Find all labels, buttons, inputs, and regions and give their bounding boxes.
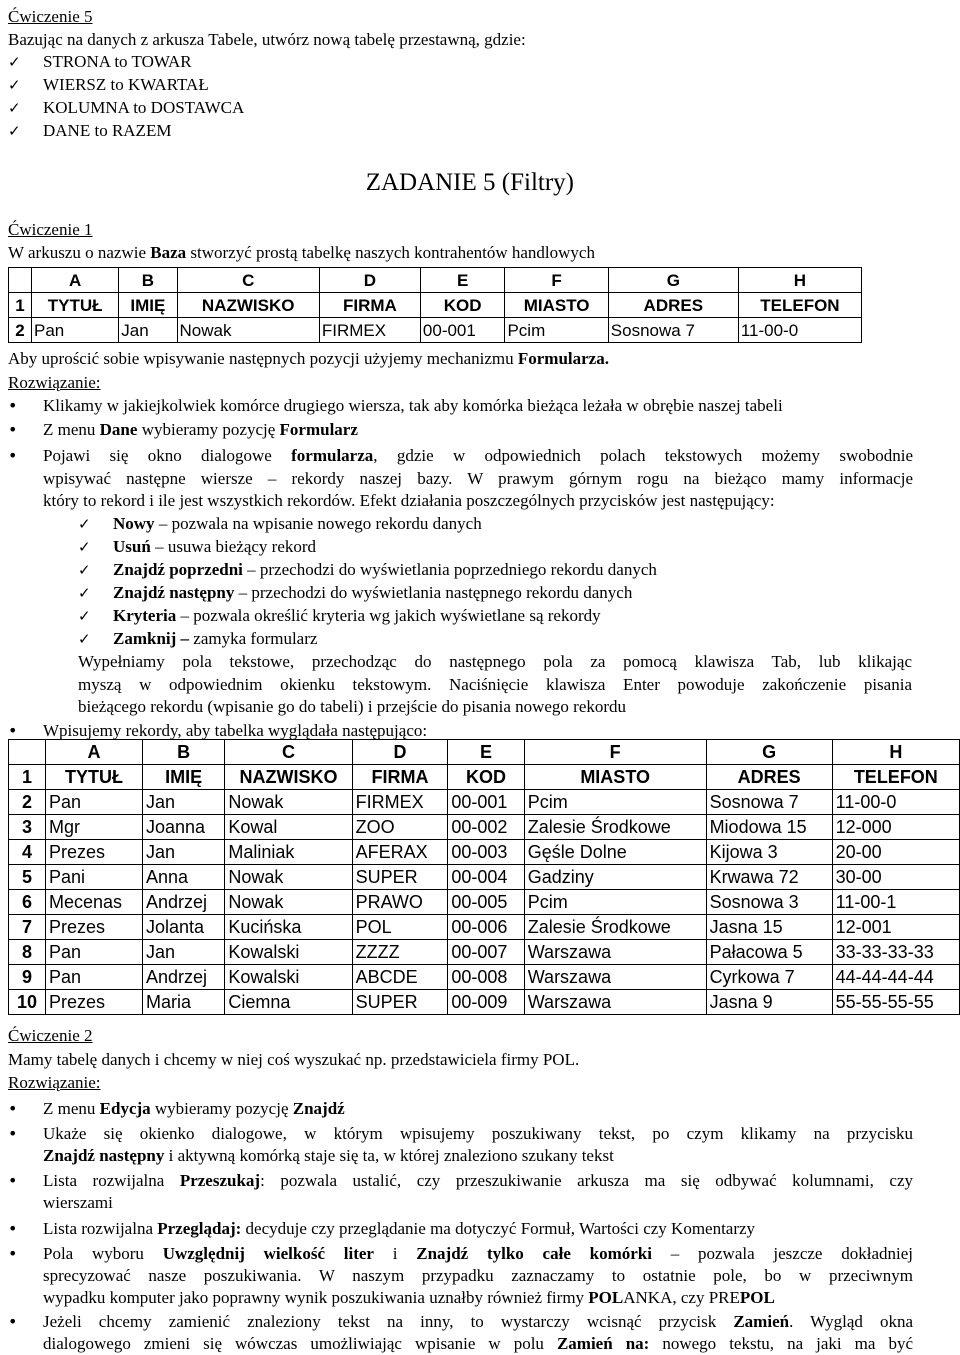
table-cell: Pan: [46, 790, 143, 815]
checklist-item: ✓ Usuń – usuwa bieżący rekord: [78, 536, 316, 558]
table-cell: TYTUŁ: [46, 765, 143, 790]
table-cell: MIASTO: [524, 765, 706, 790]
table-cell: Miodowa 15: [706, 815, 832, 840]
row-number: 1: [9, 765, 46, 790]
table-cell: 00-004: [448, 865, 524, 890]
table-cell: AFERAX: [352, 840, 448, 865]
checklist-item: ✓ WIERSZ to KWARTAŁ: [8, 74, 209, 96]
solution-label: Rozwiązanie:: [8, 1073, 101, 1092]
table-row: [9, 790, 960, 815]
table-cell: Gęśle Dolne: [524, 840, 706, 865]
bullet-item: • Ukaże się okienko dialogowe, w którym wpisujemy poszukiwany tekst, po czym klikamy na przycisku: [8, 1123, 913, 1145]
column-header: C: [225, 740, 352, 765]
table-cell: 00-001: [420, 318, 505, 343]
table-cell: Kucińska: [225, 915, 352, 940]
table-cell: SUPER: [352, 990, 448, 1015]
row-number: 7: [9, 915, 46, 940]
table-cell: 11-00-1: [832, 890, 959, 915]
table-cell: ZOO: [352, 815, 448, 840]
row-number: 4: [9, 840, 46, 865]
column-header: H: [832, 740, 959, 765]
table-cell: Nowak: [225, 790, 352, 815]
table-cell: Warszawa: [524, 940, 706, 965]
table-cell: Gadziny: [524, 865, 706, 890]
corner-cell: [9, 740, 46, 765]
paragraph-line: myszą w odpowiednim okienku tekstowym. Naciśnięcie klawisza Enter powoduje zakończenie pisania: [78, 675, 912, 694]
table-cell: Kijowa 3: [706, 840, 832, 865]
task-5-heading: ZADANIE 5 (Filtry): [365, 169, 574, 196]
table-cell: ABCDE: [352, 965, 448, 990]
table-cell: TELEFON: [738, 293, 861, 318]
table-row: [9, 940, 960, 965]
table-cell: 20-00: [832, 840, 959, 865]
table-cell: Sosnowa 3: [706, 890, 832, 915]
table-cell: Sosnowa 7: [706, 790, 832, 815]
table-cell: Ciemna: [225, 990, 352, 1015]
paragraph-line: Wypełniamy pola tekstowe, przechodząc do następnego pola za pomocą klawisza Tab, lub klikając: [78, 652, 912, 671]
row-number: 1: [9, 293, 32, 318]
checklist-item: ✓ Znajdź następny – przechodzi do wyświetlania następnego rekordu danych: [78, 582, 632, 604]
table-cell: Pałacowa 5: [706, 940, 832, 965]
table-cell: Jasna 9: [706, 990, 832, 1015]
table-cell: ADRES: [706, 765, 832, 790]
column-header: F: [524, 740, 706, 765]
row-number: 6: [9, 890, 46, 915]
table-cell: KOD: [420, 293, 505, 318]
column-header: H: [738, 268, 861, 293]
table-cell: KOD: [448, 765, 524, 790]
table-cell: Andrzej: [142, 890, 224, 915]
table-cell: Nowak: [177, 318, 319, 343]
column-header: A: [32, 268, 119, 293]
table-row: [9, 890, 960, 915]
row-number: 3: [9, 815, 46, 840]
column-header: D: [319, 268, 420, 293]
row-number: 2: [9, 318, 32, 343]
table-cell: Mecenas: [46, 890, 143, 915]
table-cell: FIRMA: [352, 765, 448, 790]
table-cell: 00-008: [448, 965, 524, 990]
table-cell: Pan: [46, 965, 143, 990]
exercise-2-title: Ćwiczenie 2: [8, 1026, 93, 1045]
column-header: G: [608, 268, 738, 293]
table-cell: Jan: [142, 790, 224, 815]
paragraph-line: dialogowego zmieni się wówczas umożliwiając wpisanie w polu Zamień na: nowego tekstu, na jaki ma być: [43, 1334, 913, 1353]
table-row: [9, 915, 960, 940]
table-cell: 55-55-55-55: [832, 990, 959, 1015]
table-cell: Zalesie Środkowe: [524, 915, 706, 940]
checklist-item: ✓ STRONA to TOWAR: [8, 51, 192, 73]
corner-cell: [9, 268, 32, 293]
exercise-5-title: Ćwiczenie 5: [8, 7, 93, 26]
checklist-item: ✓ Kryteria – pozwala określić kryteria wg jakich wyświetlane są rekordy: [78, 605, 601, 627]
column-header: E: [420, 268, 505, 293]
row-number: 2: [9, 790, 46, 815]
table-cell: Pani: [46, 865, 143, 890]
table-cell: 00-007: [448, 940, 524, 965]
table-cell: 11-00-0: [832, 790, 959, 815]
column-header-row: [9, 740, 960, 765]
table-cell: Kowalski: [225, 965, 352, 990]
table-cell: Maria: [142, 990, 224, 1015]
table-cell: 00-001: [448, 790, 524, 815]
table-cell: Nowak: [225, 890, 352, 915]
table-cell: NAZWISKO: [177, 293, 319, 318]
bullet-item: • Lista rozwijalna Przeglądaj: decyduje czy przeglądanie ma dotyczyć Formuł, Wartości czy Komentarzy: [8, 1218, 755, 1240]
column-header: A: [46, 740, 143, 765]
table-cell: TYTUŁ: [32, 293, 119, 318]
table-cell: ADRES: [608, 293, 738, 318]
table-cell: Joanna: [142, 815, 224, 840]
table-cell: Warszawa: [524, 990, 706, 1015]
contractors-table-small: [8, 267, 862, 343]
table-cell: ZZZZ: [352, 940, 448, 965]
column-header: E: [448, 740, 524, 765]
table-row: [9, 765, 960, 790]
table-row: [9, 840, 960, 865]
checklist-item: ✓ KOLUMNA to DOSTAWCA: [8, 97, 244, 119]
bullet-item: • Pola wyboru Uwzględnij wielkość liter i Znajdź tylko całe komórki – pozwala jeszcze dokładniej: [8, 1243, 913, 1265]
column-header: F: [505, 268, 608, 293]
row-number: 8: [9, 940, 46, 965]
bullet-item: • Wpisujemy rekordy, aby tabelka wyglądała następująco:: [8, 720, 427, 742]
table-cell: PRAWO: [352, 890, 448, 915]
table-cell: Prezes: [46, 915, 143, 940]
table-row: [9, 990, 960, 1015]
table-cell: Zalesie Środkowe: [524, 815, 706, 840]
bullet-item: • Jeżeli chcemy zamienić znaleziony tekst na inny, to wystarczy wcisnąć przycisk Zamień. Wygląd okna: [8, 1311, 913, 1333]
table-cell: FIRMEX: [352, 790, 448, 815]
table-row: [9, 865, 960, 890]
table-cell: Jolanta: [142, 915, 224, 940]
table-cell: 00-009: [448, 990, 524, 1015]
paragraph-line: wypadku komputer jako poprawny wynik poszukiwania uznałby również firmy POLANKA, czy PREPOL: [43, 1288, 775, 1307]
exercise-2-intro: Mamy tabelę danych i chcemy w niej coś wyszukać np. przedstawiciela firmy POL.: [8, 1050, 580, 1069]
table-row: [9, 293, 862, 318]
paragraph-line: który to rekord i ile jest wszystkich rekordów. Efekt działania poszczególnych przycisków jest następujący:: [43, 491, 775, 510]
table-cell: Pan: [46, 940, 143, 965]
table-cell: Pcim: [505, 318, 608, 343]
table-cell: IMIĘ: [142, 765, 224, 790]
table-cell: Kowal: [225, 815, 352, 840]
checklist-item: ✓ Nowy – pozwala na wpisanie nowego rekordu danych: [78, 513, 482, 535]
table-cell: Jan: [119, 318, 177, 343]
table-cell: FIRMA: [319, 293, 420, 318]
table-cell: SUPER: [352, 865, 448, 890]
table-cell: FIRMEX: [319, 318, 420, 343]
column-header-row: [9, 268, 862, 293]
table-cell: 00-003: [448, 840, 524, 865]
column-header: B: [119, 268, 177, 293]
table-cell: Pcim: [524, 790, 706, 815]
checklist-item: ✓ Znajdź poprzedni – przechodzi do wyświetlania poprzedniego rekordu danych: [78, 559, 657, 581]
table-cell: Andrzej: [142, 965, 224, 990]
table-cell: Kowalski: [225, 940, 352, 965]
table-cell: Pan: [32, 318, 119, 343]
table-cell: 12-000: [832, 815, 959, 840]
contractors-table-full: [8, 739, 960, 1015]
table-cell: Krwawa 72: [706, 865, 832, 890]
table-cell: 44-44-44-44: [832, 965, 959, 990]
table-cell: POL: [352, 915, 448, 940]
checklist-item: ✓ Zamknij – zamyka formularz: [78, 628, 317, 650]
table-cell: Prezes: [46, 990, 143, 1015]
table-cell: TELEFON: [832, 765, 959, 790]
table-cell: Nowak: [225, 865, 352, 890]
table-cell: 00-005: [448, 890, 524, 915]
table-cell: 00-002: [448, 815, 524, 840]
table-cell: MIASTO: [505, 293, 608, 318]
paragraph-line: Znajdź następny i aktywną komórką staje się ta, w której znaleziono szukany tekst: [43, 1146, 614, 1165]
table-cell: IMIĘ: [119, 293, 177, 318]
solution-label: Rozwiązanie:: [8, 373, 101, 392]
paragraph-line: sprecyzować nasze poszukiwania. W naszym przypadku zaznaczamy to ostatnie pole, bo w przeciwnym: [43, 1266, 913, 1285]
table-cell: 00-006: [448, 915, 524, 940]
table-cell: Mgr: [46, 815, 143, 840]
column-header: C: [177, 268, 319, 293]
table-cell: Warszawa: [524, 965, 706, 990]
bullet-item: • Pojawi się okno dialogowe formularza, gdzie w odpowiednich polach tekstowych możemy swobodnie: [8, 445, 913, 467]
table-cell: 12-001: [832, 915, 959, 940]
table-cell: Prezes: [46, 840, 143, 865]
table-cell: Sosnowa 7: [608, 318, 738, 343]
exercise-5-intro: Bazując na danych z arkusza Tabele, utwórz nową tabelę przestawną, gdzie:: [8, 30, 526, 49]
table-cell: Jan: [142, 840, 224, 865]
table-cell: Jan: [142, 940, 224, 965]
table-cell: Cyrkowa 7: [706, 965, 832, 990]
column-header: D: [352, 740, 448, 765]
bullet-item: • Klikamy w jakiejkolwiek komórce drugiego wiersza, tak aby komórka bieżąca leżała w obrębie naszej tabeli: [8, 395, 783, 417]
paragraph-line: bieżącego rekordu (wpisanie go do tabeli) i przejście do pisania nowego rekordu: [78, 697, 627, 716]
table-cell: Pcim: [524, 890, 706, 915]
row-number: 5: [9, 865, 46, 890]
paragraph-line: wpisywać następne wiersze – rekordy naszej bazy. W prawym górnym rogu na bieżąco mamy informacje: [43, 469, 913, 488]
bullet-item: • Lista rozwijalna Przeszukaj: pozwala ustalić, czy przeszukiwanie arkusza ma się odbywać kolumnami, czy: [8, 1170, 913, 1192]
table-cell: 30-00: [832, 865, 959, 890]
row-number: 10: [9, 990, 46, 1015]
table-cell: 33-33-33-33: [832, 940, 959, 965]
bullet-item: • Z menu Dane wybieramy pozycję Formularz: [8, 419, 358, 441]
row-number: 9: [9, 965, 46, 990]
table-cell: Maliniak: [225, 840, 352, 865]
table-cell: Jasna 15: [706, 915, 832, 940]
column-header: G: [706, 740, 832, 765]
table-cell: 11-00-0: [738, 318, 861, 343]
formularz-intro: Aby uprościć sobie wpisywanie następnych pozycji użyjemy mechanizmu Formularza.: [8, 349, 609, 368]
exercise-1-title: Ćwiczenie 1: [8, 220, 93, 239]
checklist-item: ✓ DANE to RAZEM: [8, 120, 171, 142]
table-row: [9, 965, 960, 990]
table-cell: NAZWISKO: [225, 765, 352, 790]
table-row: [9, 318, 862, 343]
column-header: B: [142, 740, 224, 765]
table-cell: Anna: [142, 865, 224, 890]
bullet-item: • Z menu Edycja wybieramy pozycję Znajdź: [8, 1098, 345, 1120]
table-row: [9, 815, 960, 840]
exercise-1-intro: W arkuszu o nazwie Baza stworzyć prostą tabelkę naszych kontrahentów handlowych: [8, 243, 595, 262]
paragraph-line: wierszami: [43, 1193, 113, 1212]
